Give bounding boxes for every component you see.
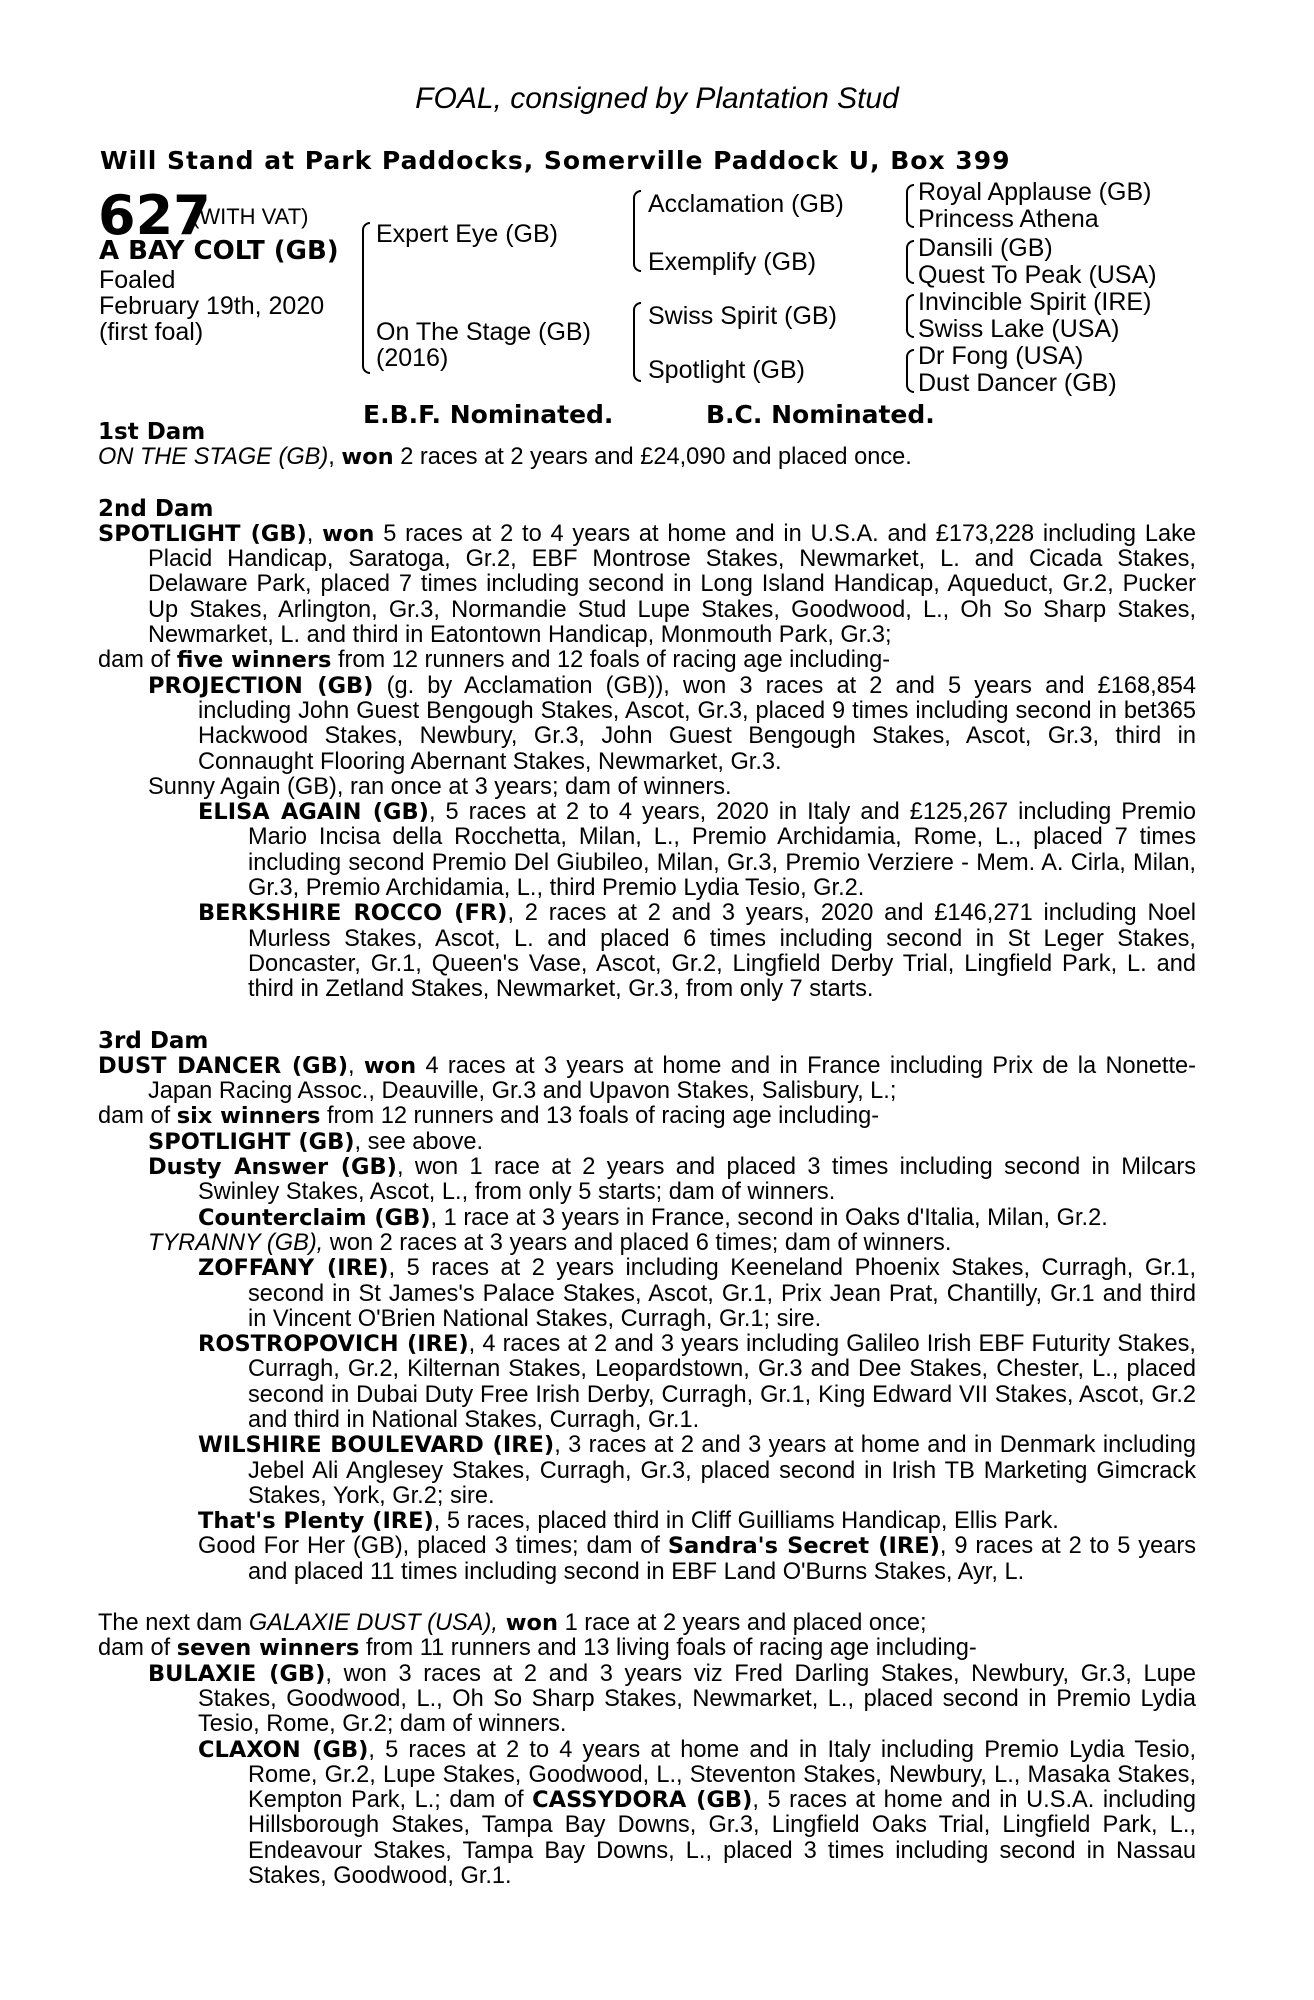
progeny-record: , 5 races at 2 to 4 years, 2020 in Italy and £125,267 including Premio Mario Incisa della Rocchetta, Milan, L., Premio Archidamia, Rome, L., placed 7 times including second Premio Del Giubileo, Milan, Gr.3, Premio Verziere - Mem. A. Cirla, Milan, Gr.3, Premio Archidamia, L., third Premio Lydia Tesio, Gr.2. [248,799,1197,902]
horse-name: A BAY COLT (GB) [99,236,339,266]
dam-sire-sire: Invincible Spirit (IRE) [918,288,1152,316]
sire-sire-sire: Royal Applause (GB) [918,178,1152,206]
progeny-record: , 2 races at 2 and 3 years, 2020 and £146,271 including Noel Murless Stakes, Ascot, L. and placed 6 times including second in St Leger Stakes, Doncaster, Gr.1, Queen's Vase, Ascot, Gr.2, Lingfield Derby Trial, Lingfield Park, L. and third in Zetland Stakes, Newmarket, Gr.3, from only 7 starts. [248,900,1196,1003]
sire-dam: Exemplify (GB) [648,248,817,276]
won-label: won [322,520,375,547]
progeny-record: , 5 races at 2 to 4 years at home and in Italy including Premio Lydia Tesio, Rome, Gr.2, Lupe Stakes, Goodwood, L., Steventon Stakes, Newbury, L., Masaka Stakes, Kempton Park, L.; dam of [248,1736,1196,1814]
list-item [98,674,1196,775]
second-dam-heading: 2nd Dam [98,495,214,522]
progeny-record: , won 1 race at 2 years and placed 3 times including second in Milcars Swinley Stakes, Ascot, L., from only 5 starts; dam of winners. [198,1154,1196,1206]
list-item [98,901,1196,1002]
sire-dam-dam: Quest To Peak (USA) [918,261,1157,289]
produce-record [98,420,1196,1889]
list-item [98,800,1196,901]
third-dam-text: 4 races at 3 years at home and in France including Prix de la Nonette-Japan Racing Assoc., Deauville, Gr.3 and Upavon Stakes, Salisbury, L.; [148,1052,1196,1105]
progeny-record: , 5 races at home and in U.S.A. including Hillsborough Stakes, Tampa Bay Downs, Gr.3, Lingfield Oaks Trial, Lingfield Park, L., Endeavour Stakes, Tampa Bay Downs, L., placed 3 times including second in Nassau Stakes, Goodwood, Gr.1. [248,1787,1197,1890]
progeny-record: , 4 races at 2 and 3 years including Galileo Irish EBF Futurity Stakes, Curragh, Gr.2, Kilternan Stakes, Leopardstown, Gr.3 and Dee Stakes, Chester, L., placed second in Dubai Duty Free Irish Derby, Curragh, Gr.1, King Edward VII Stakes, Ascot, Gr.2 and third in National Stakes, Curragh, Gr.1. [248,1331,1196,1433]
progeny-record: , see above. [354,1128,484,1155]
gen3-brace-3 [906,294,914,338]
progeny-record: , 9 races at 2 to 5 years and placed 11 times including second in EBF Land O'Burns Stakes, Ayr, L. [248,1533,1196,1585]
gen3-brace-2 [906,240,914,284]
progeny-name: Counterclaim (GB) [198,1204,431,1231]
winners-count: six winners [176,1103,321,1130]
dam-dam-sire: Dr Fong (USA) [918,342,1084,370]
third-dam-record: DUST DANCER (GB), won 4 races at 3 years at home and in France including Prix de la Nonette-Japan Racing Assoc., Deauville, Gr.3 and Upavon Stakes, Salisbury, L.; [98,1052,1196,1105]
winners-count: five winners [176,647,332,674]
gen3-brace-4 [906,349,914,393]
pedigree-brace [362,222,370,374]
progeny-record: Good For Her (GB), placed 3 times; dam of [198,1533,668,1560]
second-dam-name: SPOTLIGHT (GB) [98,520,307,547]
foaled-date: February 19th, 2020 [99,292,325,320]
list-item [98,1662,1196,1738]
dam-of-label: dam of [98,1103,177,1130]
sire-dam-sire: Dansili (GB) [918,234,1053,262]
list-item [98,1130,1196,1155]
dam-year: (2016) [376,344,449,372]
progeny-record: , 5 races, placed third in Cliff Guilliams Handicap, Ellis Park. [433,1508,1059,1535]
progeny-name: PROJECTION (GB) [148,672,374,699]
next-dam-name: GALAXIE DUST (USA), [248,1610,498,1637]
first-dam-record: ON THE STAGE (GB), won 2 races at 2 years and £24,090 and placed once. [98,444,912,471]
third-dam-name: DUST DANCER (GB) [98,1052,349,1079]
progeny-name: BERKSHIRE ROCCO (FR) [198,900,508,927]
progeny-name: CLAXON (GB) [198,1736,369,1763]
ebf-nominated: E.B.F. Nominated. [363,400,614,429]
progeny-name: Dusty Answer (GB) [148,1154,397,1181]
list-item [98,1509,1196,1534]
list-item [98,1206,1196,1231]
sire-sire-dam: Princess Athena [918,205,1099,233]
sire-brace [633,190,641,272]
third-dam-heading: 3rd Dam [98,1027,209,1054]
progeny-name: Sandra's Secret (IRE) [667,1533,940,1560]
progeny-record: won 2 races at 3 years and placed 6 times; dam of winners. [323,1229,952,1256]
third-dam-produce [98,1104,1196,1129]
dam: On The Stage (GB) [376,318,591,346]
dam-sire: Swiss Spirit (GB) [648,302,837,330]
progeny-name: TYRANNY (GB), [148,1229,324,1256]
dam-dam-dam: Dust Dancer (GB) [918,369,1117,397]
second-dam-produce [98,648,1196,673]
progeny-name: CASSYDORA (GB) [532,1787,753,1814]
first-dam-name: ON THE STAGE (GB) [98,444,329,471]
won-label: won [363,1052,417,1079]
sire: Expert Eye (GB) [376,220,558,248]
bc-nominated: B.C. Nominated. [706,400,935,429]
winners-count: seven winners [176,1635,360,1662]
dam-of-label: dam of [98,647,177,674]
second-dam-text: 5 races at 2 to 4 years at home and in U.S.A. and £173,228 including Lake Placid Handicap, Saratoga, Gr.2, EBF Montrose Stakes, Newmarket, L. and Cicada Stakes, Delaware Park, placed 7 times including second in Long Island Handicap, Aqueduct, Gr.2, Pucker Up Stakes, Arlington, Gr.3, Normandie Stud Lupe Stakes, Goodwood, L., Oh So Sharp Stakes, Newmarket, L. and third in Eatontown Handicap, Monmouth Park, Gr.3; [148,520,1196,649]
stand-location: Will Stand at Park Paddocks, Somerville Paddock U, Box 399 [100,146,1011,175]
progeny-record: (g. by Acclamation (GB)), won 3 races at 2 and 5 years and £168,854 including John Guest Bengough Stakes, Ascot, Gr.3, placed 9 times including second in bet365 Hackwood Stakes, Newbury, Gr.3, John Guest Bengough Stakes, Ascot, Gr.3, third in Connaught Flooring Abernant Stakes, Newmarket, Gr.3. [198,672,1196,775]
dam-dam: Spotlight (GB) [648,356,806,384]
list-item [98,1738,1196,1890]
next-dam-record [98,1611,1196,1636]
progeny-name: ROSTROPOVICH (IRE) [198,1331,469,1358]
list-item [98,1155,1196,1206]
lot-number: 627 [98,184,211,247]
first-dam-heading: 1st Dam [98,419,206,445]
next-dam-text: 1 race at 2 years and placed once; [558,1610,927,1637]
vat-note: (WITH VAT) [192,204,309,229]
page-title: FOAL, consigned by Plantation Stud [415,82,899,115]
dam-of-label: dam of [98,1635,177,1662]
progeny-name: That's Plenty (IRE) [198,1508,434,1535]
list-item: Sunny Again (GB), ran once at 3 years; dam of winners. [148,773,732,800]
dam-sire-dam: Swiss Lake (USA) [918,315,1120,343]
gen3-brace-1 [906,184,914,228]
progeny-record: , 1 race at 3 years in France, second in Oaks d'Italia, Milan, Gr.2. [430,1204,1108,1231]
dam-brace [633,302,641,382]
progeny-name: ELISA AGAIN (GB) [198,799,429,826]
won-label: won [341,444,394,471]
progeny-name: WILSHIRE BOULEVARD (IRE) [198,1432,555,1459]
progeny-record: , 3 races at 2 and 3 years at home and in Denmark including Jebel Ali Anglesey Stakes, Curragh, Gr.3, placed second in Irish TB Marketing Gimcrack Stakes, York, Gr.2; sire. [248,1432,1196,1509]
progeny-name: ZOFFANY (IRE) [198,1255,389,1282]
produce-summary: from 11 runners and 13 living foals of racing age including- [359,1635,977,1662]
won-label: won [497,1610,559,1637]
first-dam-text: 2 races at 2 years and £24,090 and placed once. [393,444,912,471]
list-item [98,1332,1196,1433]
list-item [98,1534,1196,1585]
produce-summary: from 12 runners and 13 foals of racing age including- [320,1103,880,1130]
foaled-label: Foaled [99,266,176,294]
sire-sire: Acclamation (GB) [648,190,844,218]
progeny-name: BULAXIE (GB) [148,1660,326,1687]
list-item [98,1231,1196,1256]
second-dam-record: SPOTLIGHT (GB), won 5 races at 2 to 4 years at home and in U.S.A. and £173,228 including Lake Placid Handicap, Saratoga, Gr.2, EBF Montrose Stakes, Newmarket, L. and Cicada Stakes, Delaware Park, placed 7 times including second in Long Island Handicap, Aqueduct, Gr.2, Pucker Up Stakes, Arlington, Gr.3, Normandie Stud Lupe Stakes, Goodwood, L., Oh So Sharp Stakes, Newmarket, L. and third in Eatontown Handicap, Monmouth Park, Gr.3; [98,520,1196,649]
progeny-record: , won 3 races at 2 and 3 years viz Fred Darling Stakes, Newbury, Gr.3, Lupe Stakes, Goodwood, L., Oh So Sharp Stakes, Newmarket, L., placed second in Premio Lydia Tesio, Rome, Gr.2; dam of winners. [198,1660,1196,1738]
list-item [98,1256,1196,1332]
next-dam-label: The next dam [98,1610,249,1637]
progeny-record: , 5 races at 2 years including Keeneland Phoenix Stakes, Curragh, Gr.1, second in St James's Palace Stakes, Ascot, Gr.1, Prix Jean Prat, Chantilly, Gr.1 and third in Vincent O'Brien National Stakes, Curragh, Gr.1; sire. [248,1255,1197,1332]
foal-note: (first foal) [99,318,204,346]
list-item [98,1433,1196,1509]
next-dam-produce [98,1636,1196,1661]
produce-summary: from 12 runners and 12 foals of racing age including- [331,647,891,674]
progeny-name: SPOTLIGHT (GB) [148,1128,355,1155]
